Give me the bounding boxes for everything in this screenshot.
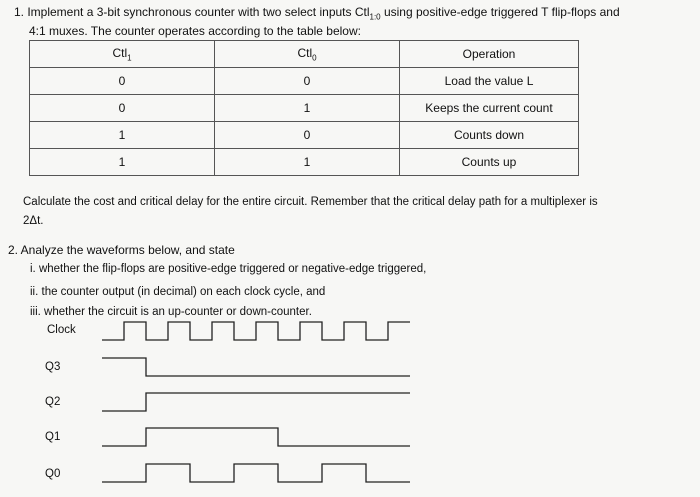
q1-calc-line2: 2Δt. <box>23 215 44 227</box>
q2-item-ii: ii. the counter output (in decimal) on each clock cycle, and <box>30 286 326 298</box>
waveform-clock <box>102 322 410 340</box>
signal-label-q2: Q2 <box>45 396 61 408</box>
waveform-q0 <box>102 464 410 482</box>
waveform-q3 <box>102 358 410 376</box>
signal-label-clock: Clock <box>47 324 76 336</box>
q2-intro: 2. Analyze the waveforms below, and state <box>8 243 235 257</box>
header-operation: Operation <box>400 41 579 68</box>
q2-item-i: i. whether the flip-flops are positive-edge triggered or negative-edge triggered, <box>30 263 427 275</box>
table-row: 0 1 Keeps the current count <box>30 95 579 122</box>
ctl-subscript: 1:0 <box>369 12 381 22</box>
q2-item-iii: iii. whether the circuit is an up-counter or down-counter. <box>30 306 312 318</box>
signal-label-q3: Q3 <box>45 361 61 373</box>
waveform-q1 <box>102 428 410 446</box>
q1-intro-line2: 4:1 muxes. The counter operates according to the table below: <box>29 24 361 38</box>
q1-calc-line1: Calculate the cost and critical delay for the entire circuit. Remember that the critical delay path for a multiplexer is <box>23 196 598 208</box>
waveform-q2 <box>102 393 410 411</box>
table-row: 1 1 Counts up <box>30 149 579 176</box>
table-row: 0 0 Load the value L <box>30 68 579 95</box>
signal-label-q0: Q0 <box>45 468 61 480</box>
signal-label-q1: Q1 <box>45 431 61 443</box>
table-row: 1 0 Counts down <box>30 122 579 149</box>
header-ctl0: Ctl$_0$ <box>215 41 400 68</box>
q1-intro-line1: 1. Implement a 3-bit synchronous counter with two select inputs Ctl$_{1:0}$ using positive-edge triggered T flip-flops and <box>14 5 620 22</box>
header-ctl1: Ctl$_1$ <box>30 41 215 68</box>
